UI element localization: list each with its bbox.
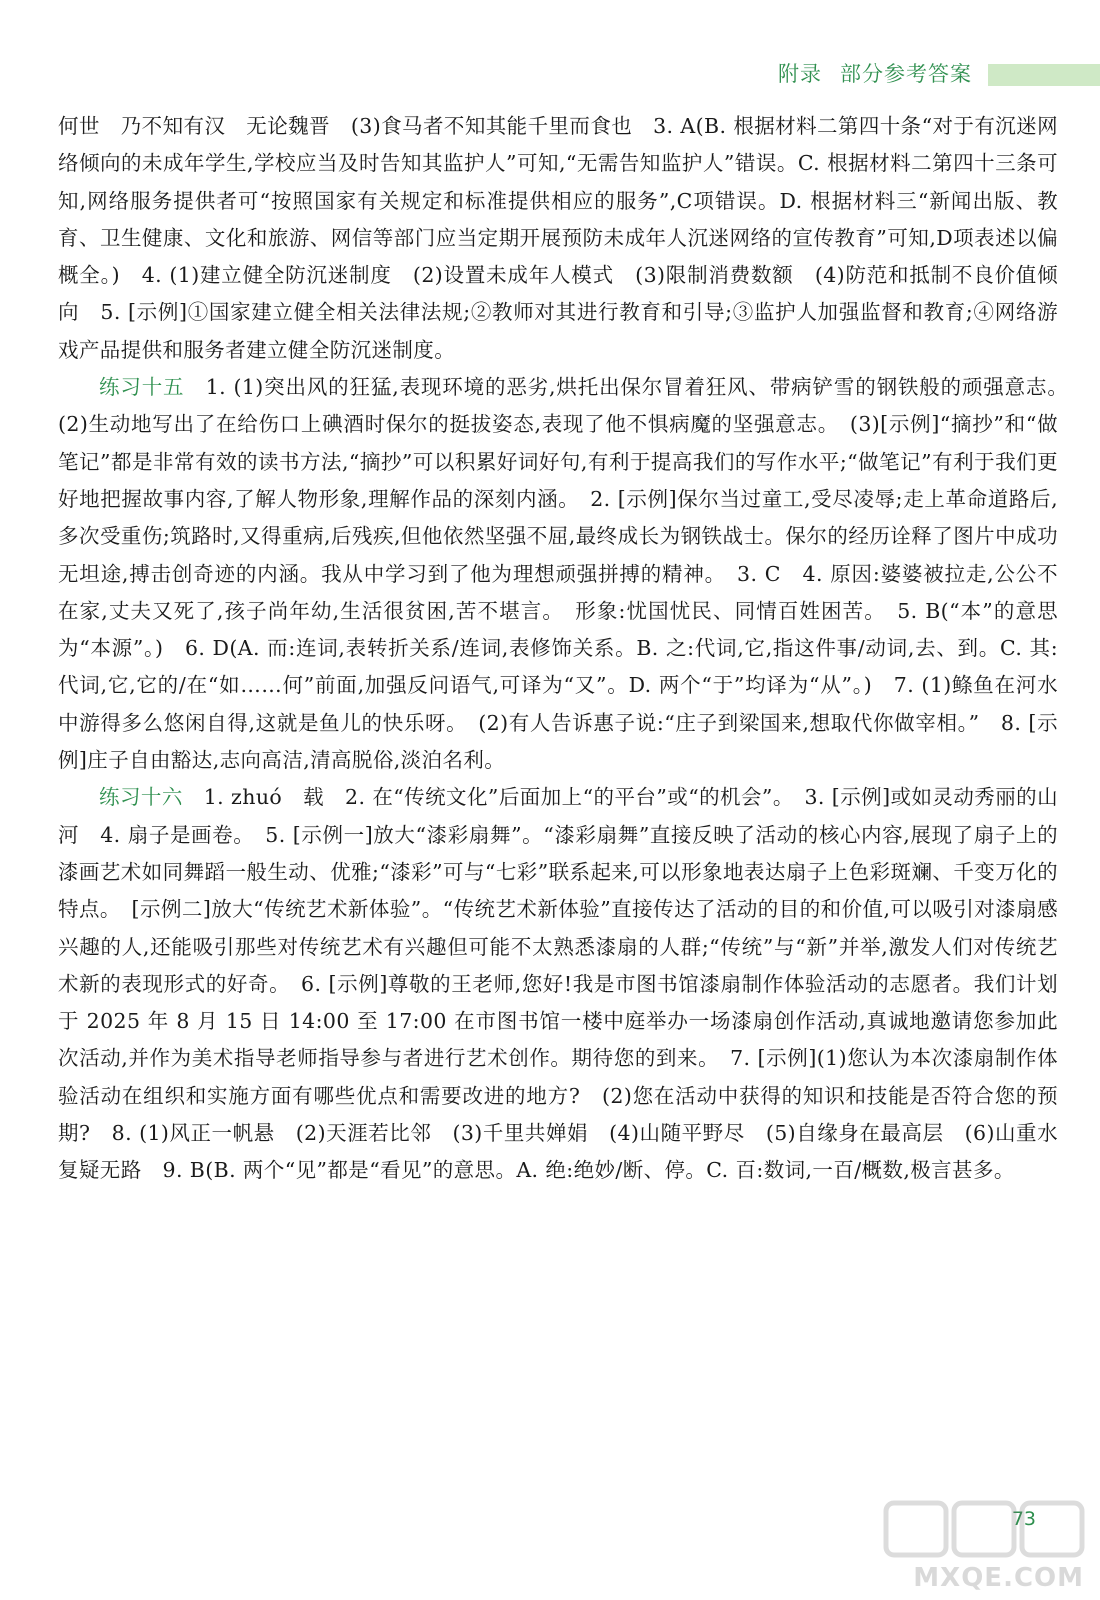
- watermark-text: MXQE.COM: [913, 1563, 1084, 1593]
- page-header: [0, 58, 1100, 94]
- paragraph-continuation: [58, 108, 1058, 369]
- paragraph-exercise-16: [58, 779, 1058, 1189]
- watermark-graphic: [878, 1495, 1088, 1565]
- paragraph-exercise-15: [58, 369, 1079, 779]
- answer-content: [58, 108, 1079, 1190]
- header-decoration-bar: [988, 64, 1100, 86]
- exercise-label: 练习十六: [99, 785, 183, 810]
- watermark-logo: [878, 1495, 1088, 1595]
- page-number: 73: [1011, 1508, 1036, 1530]
- exercise-label: 练习十五: [99, 375, 185, 400]
- header-title-text: 部分参考答案: [840, 62, 972, 86]
- paragraph-text: 1. (1)突出风的狂猛,表现环境的恶劣,烘托出保尔冒着狂风、带病铲雪的钢铁般的顽强意志。 (2)生动地写出了在给伤口上碘酒时保尔的挺拔姿态,表现了他不惧病魔的坚强意志。 (3)[示例]“摘抄”和“做笔记”都是非常有效的读书方法,“摘抄”可以积累好词好句,有利于提高我们的写作水平;“做笔记”有利于我们更好地把握故事内容,了解人物形象,理解作品的深刻内涵。 2. [示例]保尔当过童工,受尽凌辱;走上革命道路后,多次受重伤;筑路时,又得重病,后残疾,但他依然坚强不屈,最终成长为钢铁战士。保尔的经历诠释了图片中成功无坦途,搏击创奇迹的内涵。我从中学习到了他为理想顽强拼搏的精神。 3. C 4. 原因:婆婆被拉走,公公不在家,丈夫又死了,孩子尚年幼,生活很贫困,苦不堪言。 形象:忧国忧民、同情百姓困苦。 5. B(“本”的意思为“本源”。) 6. D(A. 而:连词,表转折关系/连词,表修饰关系。B. 之:代词,它,指这件事/动词,去、到。C. 其:代词,它,它的/在“如……何”前面,加强反问语气,可译为“又”。D. 两个“于”均译为“从”。) 7. (1)鲦鱼在河水中游得多么悠闲自得,这就是鱼儿的快乐呀。 (2)有人告诉惠子说:“庄子到梁国来,想取代你做宰相。” 8. [示例]庄子自由豁达,志向高洁,清高脱俗,淡泊名利。: [58, 375, 1079, 773]
- header-section: 附录: [778, 62, 822, 86]
- header-title: [778, 58, 972, 88]
- paragraph-text: 1. zhuó 载 2. 在“传统文化”后面加上“的平台”或“的机会”。 3. [示例]或如灵动秀丽的山河 4. 扇子是画卷。 5. [示例一]放大“漆彩扇舞”。“漆彩扇舞”直接反映了活动的核心内容,展现了扇子上的漆画艺术如同舞蹈一般生动、优雅;“漆彩”可与“七彩”联系起来,可以形象地表达扇子上色彩斑斓、千变万化的特点。 [示例二]放大“传统艺术新体验”。“传统艺术新体验”直接传达了活动的目的和价值,可以吸引对漆扇感兴趣的人,还能吸引那些对传统艺术有兴趣但可能不太熟悉漆扇的人群;“传统”与“新”并举,激发人们对传统艺术新的表现形式的好奇。 6. [示例]尊敬的王老师,您好!我是市图书馆漆扇制作体验活动的志愿者。我们计划于 2025 年 8 月 15 日 14:00 至 17:00 在市图书馆一楼中庭举办一场漆扇创作活动,真诚地邀请您参加此次活动,并作为美术指导老师指导参与者进行艺术创作。期待您的到来。 7. [示例](1)您认为本次漆扇制作体验活动在组织和实施方面有哪些优点和需要改进的地方? (2)您在活动中获得的知识和技能是否符合您的预期? 8. (1)风正一帆悬 (2)天涯若比邻 (3)千里共婵娟 (4)山随平野尽 (5)自缘身在最高层 (6)山重水复疑无路 9. B(B. 两个“见”都是“看见”的意思。A. 绝:绝妙/断、停。C. 百:数词,一百/概数,极言甚多。: [58, 785, 1058, 1183]
- paragraph-text: 何世 乃不知有汉 无论魏晋 (3)食马者不知其能千里而食也 3. A(B. 根据材料二第四十条“对于有沉迷网络倾向的未成年学生,学校应当及时告知其监护人”可知,“无需告知监护人”错误。C. 根据材料二第四十三条可知,网络服务提供者可“按照国家有关规定和标准提供相应的服务”,C项错误。D. 根据材料三“新闻出版、教育、卫生健康、文化和旅游、网信等部门应当定期开展预防未成年人沉迷网络的宣传教育”可知,D项表述以偏概全。) 4. (1)建立健全防沉迷制度 (2)设置未成年人模式 (3)限制消费数额 (4)防范和抵制不良价值倾向 5. [示例]①国家建立健全相关法律法规;②教师对其进行教育和引导;③监护人加强监督和教育;④网络游戏产品提供和服务者建立健全防沉迷制度。: [58, 114, 1058, 362]
